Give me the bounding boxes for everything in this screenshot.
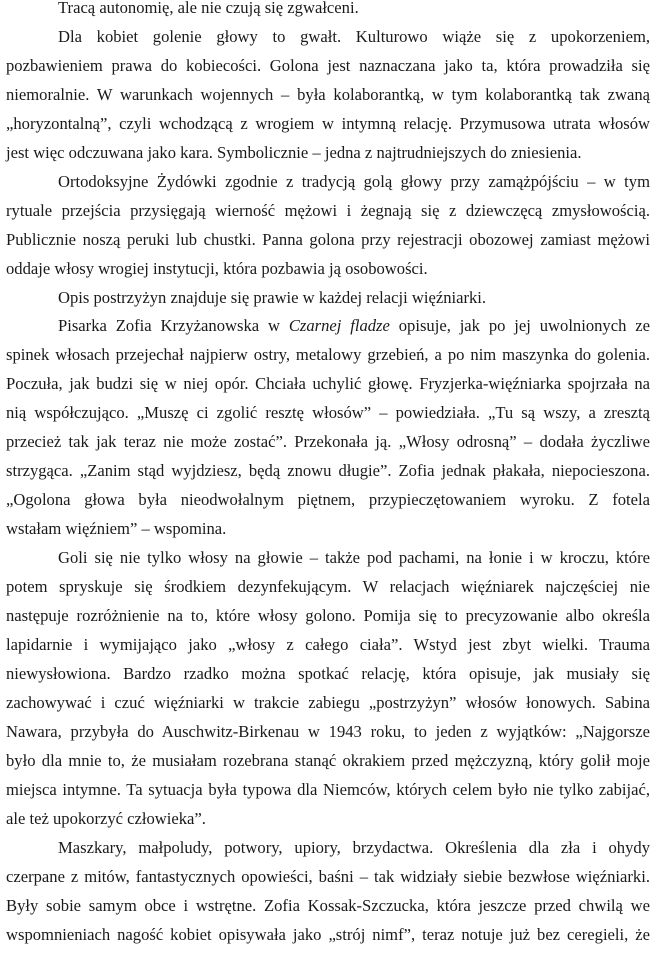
- text-line: rytuale przejścia przysięgają wierność mężowi i żegnają się z dziewczęcą zmysłowością.: [6, 200, 650, 220]
- text-run: Pisarka Zofia Krzyżanowska w: [58, 316, 289, 336]
- text-line: Poczuła, jak budzi się w niej opór. Chciała uchylić głowę. Fryzjerka-więźniarka spojrzała na: [6, 374, 650, 394]
- text-line: Tracą autonomię, ale nie czują się zgwałceni.: [58, 0, 359, 17]
- text-line: wspomnieniach nagość kobiet opisywała jako „strój nimf”, teraz notuje już bez ceregieli, że: [6, 924, 650, 944]
- paragraph: [6, 168, 650, 284]
- text-line: pozbawieniem prawa do kobiecości. Golona jest naznaczana jako ta, która prowadziła się: [6, 55, 650, 75]
- text-line: zachowywać i czuć więźniarki w trakcie zabiegu „postrzyżyn” włosów łonowych. Sabina: [6, 692, 650, 712]
- text-line: wstałam więźniem” – wspomina.: [6, 519, 227, 539]
- paragraph: [6, 23, 650, 168]
- text-line: niemoralnie. W warunkach wojennych – była kolaborantką, w tym kolaborantką tak zwaną: [6, 84, 650, 104]
- paragraph: [6, 834, 650, 950]
- text-line: „Ogolona głowa była nieodwołalnym piętnem, przypieczętowaniem wyroku. Z fotela: [6, 490, 650, 510]
- text-line: czerpane z mitów, fantastycznych opowieści, baśni – tak widziały siebie bezwłose więźniarki.: [6, 866, 650, 886]
- text-line: spinek włosach przejechał najpierw ostry, metalowy grzebień, a po nim maszynka do golenia.: [6, 345, 650, 365]
- text-line: Publicznie noszą peruki lub chustki. Panna golona przy rejestracji obozowej zamiast mężowi: [6, 229, 650, 249]
- text-line: Nawara, przybyła do Auschwitz-Birkenau w 1943 roku, to jeden z wyjątków: „Najgorsze: [6, 721, 650, 741]
- text-line: Maszkary, małpoludy, potwory, upiory, brzydactwa. Określenia dla zła i ohydy: [58, 837, 650, 857]
- paragraph: [6, 284, 650, 313]
- text-line: miejsca intymne. Ta sytuacja była typowa dla Niemców, których celem było nie tylko zabijać,: [6, 779, 650, 799]
- paragraph: [6, 544, 650, 834]
- text-line: następuje rozróżnienie na to, które włosy golono. Pomija się to precyzowanie albo określa: [6, 606, 650, 626]
- text-line: przecież tak jak teraz nie może zostać”. Przekonała ją. „Włosy odrosną” – dodała życzliwe: [6, 432, 650, 452]
- book-title: Czarnej fladze: [288, 316, 390, 336]
- text-line: potem spryskuje się środkiem dezynfekującym. W relacjach więźniarek najczęściej nie: [6, 577, 650, 597]
- text-line: lapidarnie i wymijająco jako „włosy z całego ciała”. Wstyd jest zbyt wielki. Trauma: [6, 634, 650, 654]
- text-line: Goli się nie tylko włosy na głowie – także pod pachami, na łonie i w kroczu, które: [58, 548, 650, 568]
- text-line: Opis postrzyżyn znajduje się prawie w każdej relacji więźniarki.: [58, 287, 487, 307]
- text-line: oddaje włosy wrogiej instytucji, która pozbawia ją osobowości.: [6, 258, 428, 278]
- text-line: strzygąca. „Zanim stąd wyjdziesz, będą znowu długie”. Zofia jednak płakała, niepocieszona.: [6, 461, 650, 481]
- text-line: niewysłowiona. Bardzo rzadko można spotkać relację, która opisuje, jak musiały się: [6, 663, 650, 683]
- text-line: ale też upokorzyć człowieka”.: [6, 808, 206, 828]
- text-line: nią współczująco. „Muszę ci zgolić resztę włosów” – powiedziała. „Tu są wszy, a zresztą: [6, 403, 650, 423]
- paragraph: [6, 0, 650, 23]
- text-line: Ortodoksyjne Żydówki zgodnie z tradycją golą głowy przy zamążpójściu – w tym: [58, 171, 650, 191]
- text-line: „horyzontalną”, czyli wchodzącą z wrogiem w intymną relację. Przymusowa utrata włosów: [6, 113, 650, 133]
- text-line: było dla mnie to, że musiałam rozebrana stanąć okrakiem przed mężczyzną, który golił moje: [6, 750, 650, 770]
- paragraph: [6, 312, 650, 544]
- text-line: jest więc odczuwana jako kara. Symbolicznie – jedna z najtrudniejszych do zniesienia.: [6, 142, 582, 162]
- text-line: [6, 312, 650, 341]
- text-line: Dla kobiet golenie głowy to gwałt. Kulturowo wiąże się z upokorzeniem,: [58, 26, 650, 46]
- text-run: opisuje, jak po jej uwolnionych ze: [389, 316, 650, 336]
- text-line: Były sobie samym obce i wstrętne. Zofia Kossak-Szczucka, która jeszcze przed chwilą we: [6, 895, 650, 915]
